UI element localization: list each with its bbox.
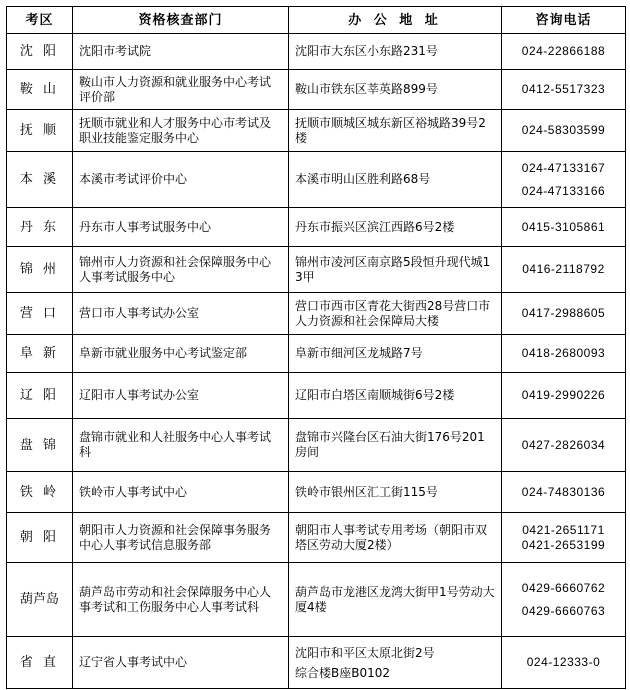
region-cell: 辽 阳: [7, 373, 73, 419]
address-cell: [289, 373, 502, 419]
table-row: [7, 152, 626, 208]
phone-number: 0415-3105861: [521, 219, 606, 234]
region-cell: 省 直: [7, 637, 73, 689]
phone-number: 024-12333-0: [526, 655, 601, 669]
address-line: 抚顺市顺城区城东新区裕城路39号2楼: [295, 115, 486, 145]
phone-cell: [502, 293, 626, 335]
table-row: [7, 247, 626, 293]
department-cell: 阜新市就业服务中心考试鉴定部: [73, 335, 289, 373]
table-row: [7, 293, 626, 335]
department-cell: 本溪市考试评价中心: [73, 152, 289, 208]
table-row: [7, 419, 626, 472]
department-cell: 辽宁省人事考试中心: [73, 637, 289, 689]
department-cell: 锦州市人力资源和社会保障服务中心人事考试服务中心: [73, 247, 289, 293]
address-line: 锦州市凌河区南京路5段恒升现代城13甲: [295, 254, 491, 284]
department-cell: 辽阳市人事考试办公室: [73, 373, 289, 419]
address-line: 营口市西市区青花大街西28号营口市人力资源和社会保障局大楼: [295, 298, 491, 328]
table-row: [7, 637, 626, 689]
header-phone: 咨询电话: [502, 7, 626, 34]
region-cell: 葫芦岛: [7, 563, 73, 637]
region-cell: 铁 岭: [7, 472, 73, 513]
department-cell: 葫芦岛市劳动和社会保障服务中心人事考试和工伤服务中心人事考试科: [73, 563, 289, 637]
phone-number: 024-58303599: [521, 123, 606, 137]
department-cell: 抚顺市就业和人才服务中心市考试及职业技能鉴定服务中心: [73, 110, 289, 152]
department-cell: 丹东市人事考试服务中心: [73, 208, 289, 247]
phone-cell: [502, 472, 626, 513]
address-cell: [289, 34, 502, 70]
phone-number: 024-22866188: [521, 44, 606, 58]
phone-number: 024-74830136: [521, 484, 606, 499]
address-line: 丹东市振兴区滨江西路6号2楼: [295, 219, 455, 234]
address-cell: [289, 419, 502, 472]
phone-number: 0421-2653199: [521, 537, 606, 552]
address-cell: [289, 152, 502, 208]
address-cell: [289, 293, 502, 335]
address-line: 沈阳市和平区太原北街2号: [295, 645, 435, 660]
region-cell: 阜 新: [7, 335, 73, 373]
region-cell: 鞍 山: [7, 70, 73, 110]
department-cell: 鞍山市人力资源和就业服务中心考试评价部: [73, 70, 289, 110]
table-row: [7, 110, 626, 152]
table-row: [7, 373, 626, 419]
address-line: 综合楼B座B0102: [295, 665, 391, 680]
table-row: [7, 563, 626, 637]
exam-contact-table: [6, 6, 626, 689]
table-row: [7, 335, 626, 373]
department-cell: 朝阳市人力资源和社会保障事务服务中心人事考试信息服务部: [73, 513, 289, 563]
address-line: 朝阳市人事考试专用考场（朝阳市双塔区劳动大厦2楼）: [295, 522, 488, 552]
address-line: 铁岭市银州区汇工街115号: [295, 484, 438, 499]
address-line: 沈阳市大东区小东路231号: [295, 44, 438, 58]
phone-cell: [502, 335, 626, 373]
phone-cell: [502, 637, 626, 689]
table-row: [7, 70, 626, 110]
address-cell: [289, 208, 502, 247]
address-line: 本溪市明山区胜利路68号: [295, 172, 431, 186]
address-cell: [289, 247, 502, 293]
department-cell: 铁岭市人事考试中心: [73, 472, 289, 513]
phone-cell: [502, 70, 626, 110]
region-cell: 锦 州: [7, 247, 73, 293]
address-line: 辽阳市白塔区南顺城街6号2楼: [295, 388, 455, 402]
phone-cell: [502, 563, 626, 637]
phone-cell: [502, 152, 626, 208]
department-cell: 沈阳市考试院: [73, 34, 289, 70]
header-region: 考区: [7, 7, 73, 34]
phone-cell: [502, 373, 626, 419]
table-row: [7, 208, 626, 247]
phone-cell: [502, 419, 626, 472]
phone-number: 0429-6660762: [521, 580, 606, 595]
address-cell: [289, 563, 502, 637]
department-cell: 营口市人事考试办公室: [73, 293, 289, 335]
address-cell: [289, 513, 502, 563]
address-cell: [289, 637, 502, 689]
region-cell: 抚 顺: [7, 110, 73, 152]
phone-number: 0427-2826034: [521, 437, 606, 452]
phone-number: 0416-2118792: [522, 262, 605, 276]
phone-cell: [502, 513, 626, 563]
phone-number: 0412-5517323: [521, 82, 606, 96]
table-row: [7, 34, 626, 70]
address-cell: [289, 110, 502, 152]
address-cell: [289, 70, 502, 110]
department-cell: 盘锦市就业和人社服务中心人事考试科: [73, 419, 289, 472]
phone-number: 0421-2651171: [522, 522, 605, 537]
region-cell: 本 溪: [7, 152, 73, 208]
address-cell: [289, 472, 502, 513]
table-row: [7, 513, 626, 563]
address-cell: [289, 335, 502, 373]
phone-cell: [502, 208, 626, 247]
header-department: 资格核查部门: [73, 7, 289, 34]
table-header-row: [7, 7, 626, 34]
phone-number: 024-47133167: [521, 160, 606, 175]
region-cell: 盘 锦: [7, 419, 73, 472]
address-line: 盘锦市兴隆台区石油大街176号201房间: [295, 430, 485, 459]
address-line: 鞍山市铁东区莘英路899号: [295, 82, 438, 96]
phone-number: 0429-6660763: [521, 603, 606, 618]
table-row: [7, 472, 626, 513]
region-cell: 沈 阳: [7, 34, 73, 70]
region-cell: 丹 东: [7, 208, 73, 247]
header-address: 办 公 地 址: [289, 7, 502, 34]
phone-cell: [502, 110, 626, 152]
phone-number: 0418-2680093: [521, 346, 606, 360]
phone-number: 024-47133166: [521, 183, 606, 198]
phone-cell: [502, 34, 626, 70]
phone-number: 0419-2990226: [521, 388, 606, 402]
address-line: 阜新市细河区龙城路7号: [295, 346, 423, 360]
phone-cell: [502, 247, 626, 293]
region-cell: 营 口: [7, 293, 73, 335]
region-cell: 朝 阳: [7, 513, 73, 563]
address-line: 葫芦岛市龙港区龙湾大街甲1号劳动大厦4楼: [295, 584, 495, 614]
phone-number: 0417-2988605: [521, 306, 606, 320]
